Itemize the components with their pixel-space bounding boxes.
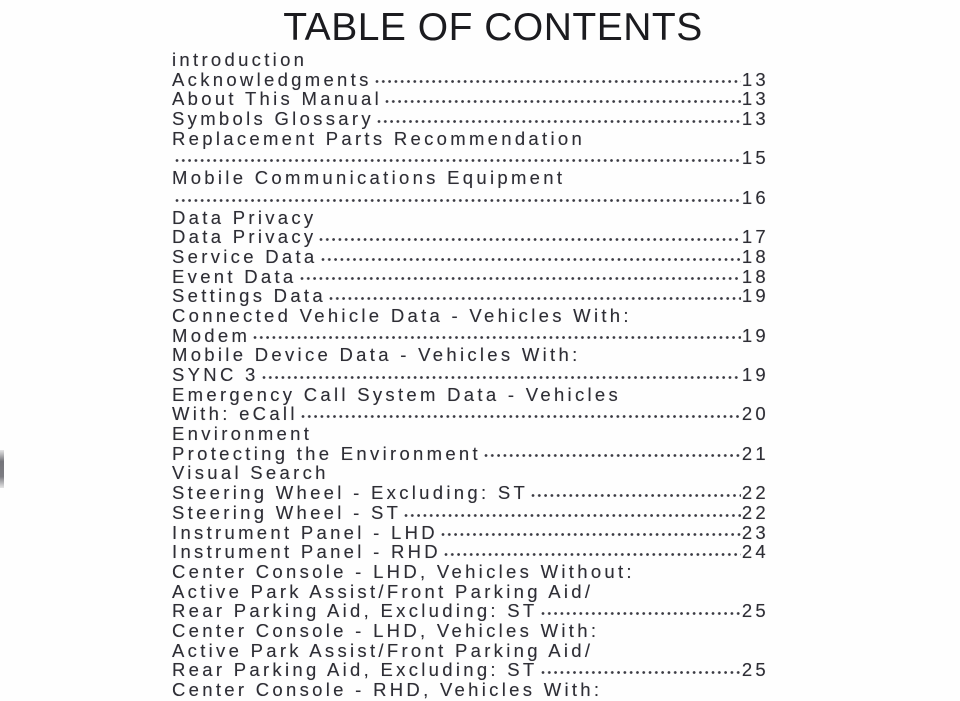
toc-row: [172, 49, 769, 69]
page-number: 17: [741, 226, 769, 248]
toc-entry-label: Emergency Call System Data - Vehicles: [172, 383, 622, 405]
page-number: 15: [741, 147, 769, 169]
dot-leader: [300, 275, 741, 282]
page-number: 18: [741, 265, 769, 287]
dot-leader: [329, 295, 741, 302]
toc-entry-label: Steering Wheel - Excluding: ST: [172, 482, 529, 504]
dot-leader: [385, 98, 741, 105]
dot-leader: [444, 551, 741, 558]
toc-row: [172, 384, 769, 404]
toc-row: [172, 285, 769, 305]
dot-leader: [321, 256, 741, 263]
toc-entry-label: Modem: [172, 324, 251, 346]
toc-entry-label: Protecting the Environment: [172, 442, 481, 464]
toc-row: [172, 423, 769, 443]
toc-row: [172, 128, 769, 148]
page-number: 13: [741, 68, 769, 90]
dot-leader: [404, 512, 741, 519]
toc-entry-label: About This Manual: [172, 88, 383, 110]
toc-entry-label: Symbols Glossary: [172, 108, 374, 130]
page-number: 19: [741, 324, 769, 346]
toc-row: [172, 659, 769, 679]
toc-row: [172, 403, 769, 423]
toc-entry-label: Rear Parking Aid, Excluding: ST: [172, 600, 538, 622]
toc-entry-label: Center Console - RHD, Vehicles With:: [172, 679, 603, 700]
toc-entry-label: Instrument Panel - LHD: [172, 521, 438, 543]
dot-leader: [377, 118, 741, 125]
page-number: 23: [741, 521, 769, 543]
toc-entry-label: Mobile Communications Equipment: [172, 167, 566, 189]
page-number: 19: [741, 285, 769, 307]
toc-row: [172, 266, 769, 286]
dot-leader: [253, 334, 741, 341]
toc-entry-label: Instrument Panel - RHD: [172, 541, 441, 563]
toc-row: [172, 147, 769, 167]
toc-row: [172, 561, 769, 581]
toc-entry-label: Center Console - LHD, Vehicles Without:: [172, 560, 635, 582]
toc-entry-label: Service Data: [172, 245, 318, 267]
toc-row: [172, 108, 769, 128]
page-number: 24: [741, 541, 769, 563]
toc-row: [172, 325, 769, 345]
page-number: 18: [741, 245, 769, 267]
page-number: 13: [741, 88, 769, 110]
dot-leader: [531, 492, 741, 499]
dot-leader: [541, 610, 741, 617]
toc-entry-label: SYNC 3: [172, 364, 259, 385]
dot-leader: [484, 452, 741, 459]
toc-entry-label: Settings Data: [172, 285, 326, 307]
toc-entry-label: Acknowledgments: [172, 68, 372, 90]
toc-row: [172, 600, 769, 620]
toc-entry-label: Active Park Assist/Front Parking Aid/: [172, 580, 594, 602]
toc-entry-label: Rear Parking Aid, Excluding: ST: [172, 659, 538, 681]
toc-row: [172, 69, 769, 89]
page-number: 13: [741, 108, 769, 130]
toc-row: [172, 482, 769, 502]
toc-row: [172, 541, 769, 561]
toc-row: [172, 246, 769, 266]
toc-entry-label: Replacement Parts Recommendation: [172, 127, 586, 149]
page-number: 19: [741, 364, 769, 385]
toc-entry-label: Active Park Assist/Front Parking Aid/: [172, 639, 594, 661]
scan-artifact: [0, 450, 4, 488]
table-of-contents: [172, 49, 769, 699]
toc-entry-label: Environment: [172, 423, 313, 445]
toc-row: [172, 443, 769, 463]
page-number: 21: [741, 442, 769, 464]
toc-entry-label: Steering Wheel - ST: [172, 501, 402, 523]
dot-leader: [375, 78, 741, 85]
page-number: 25: [741, 659, 769, 681]
toc-row: [172, 640, 769, 660]
toc-entry-label: Event Data: [172, 265, 297, 287]
toc-entry-label: Data Privacy: [172, 206, 317, 228]
dot-leader: [319, 236, 740, 243]
toc-row: [172, 344, 769, 364]
toc-entry-label: Data Privacy: [172, 226, 317, 248]
page-number: 22: [741, 482, 769, 504]
toc-row: [172, 522, 769, 542]
toc-row: [172, 502, 769, 522]
toc-row: [172, 187, 769, 207]
dot-leader: [541, 669, 741, 676]
toc-entry-label: Mobile Device Data - Vehicles With:: [172, 344, 581, 366]
toc-row: [172, 462, 769, 482]
toc-entry-label: With: eCall: [172, 403, 298, 425]
toc-row: [172, 207, 769, 227]
toc-row: [172, 305, 769, 325]
page-number: 20: [741, 403, 769, 425]
toc-row: [172, 226, 769, 246]
dot-leader: [301, 413, 741, 420]
toc-row: [172, 620, 769, 640]
toc-entry-label: introduction: [172, 49, 308, 70]
dot-leader: [175, 157, 741, 164]
toc-row: [172, 364, 769, 384]
page-number: 25: [741, 600, 769, 622]
toc-row: [172, 88, 769, 108]
toc-row: [172, 679, 769, 699]
dot-leader: [175, 197, 741, 204]
toc-row: [172, 167, 769, 187]
toc-entry-label: Visual Search: [172, 462, 329, 484]
page-number: 16: [741, 186, 769, 208]
dot-leader: [441, 531, 741, 538]
page-title: TABLE OF CONTENTS: [283, 6, 703, 49]
page-number: 22: [741, 501, 769, 523]
dot-leader: [262, 374, 741, 381]
toc-entry-label: Connected Vehicle Data - Vehicles With:: [172, 304, 632, 326]
toc-entry-label: Center Console - LHD, Vehicles With:: [172, 619, 600, 641]
toc-row: [172, 581, 769, 601]
